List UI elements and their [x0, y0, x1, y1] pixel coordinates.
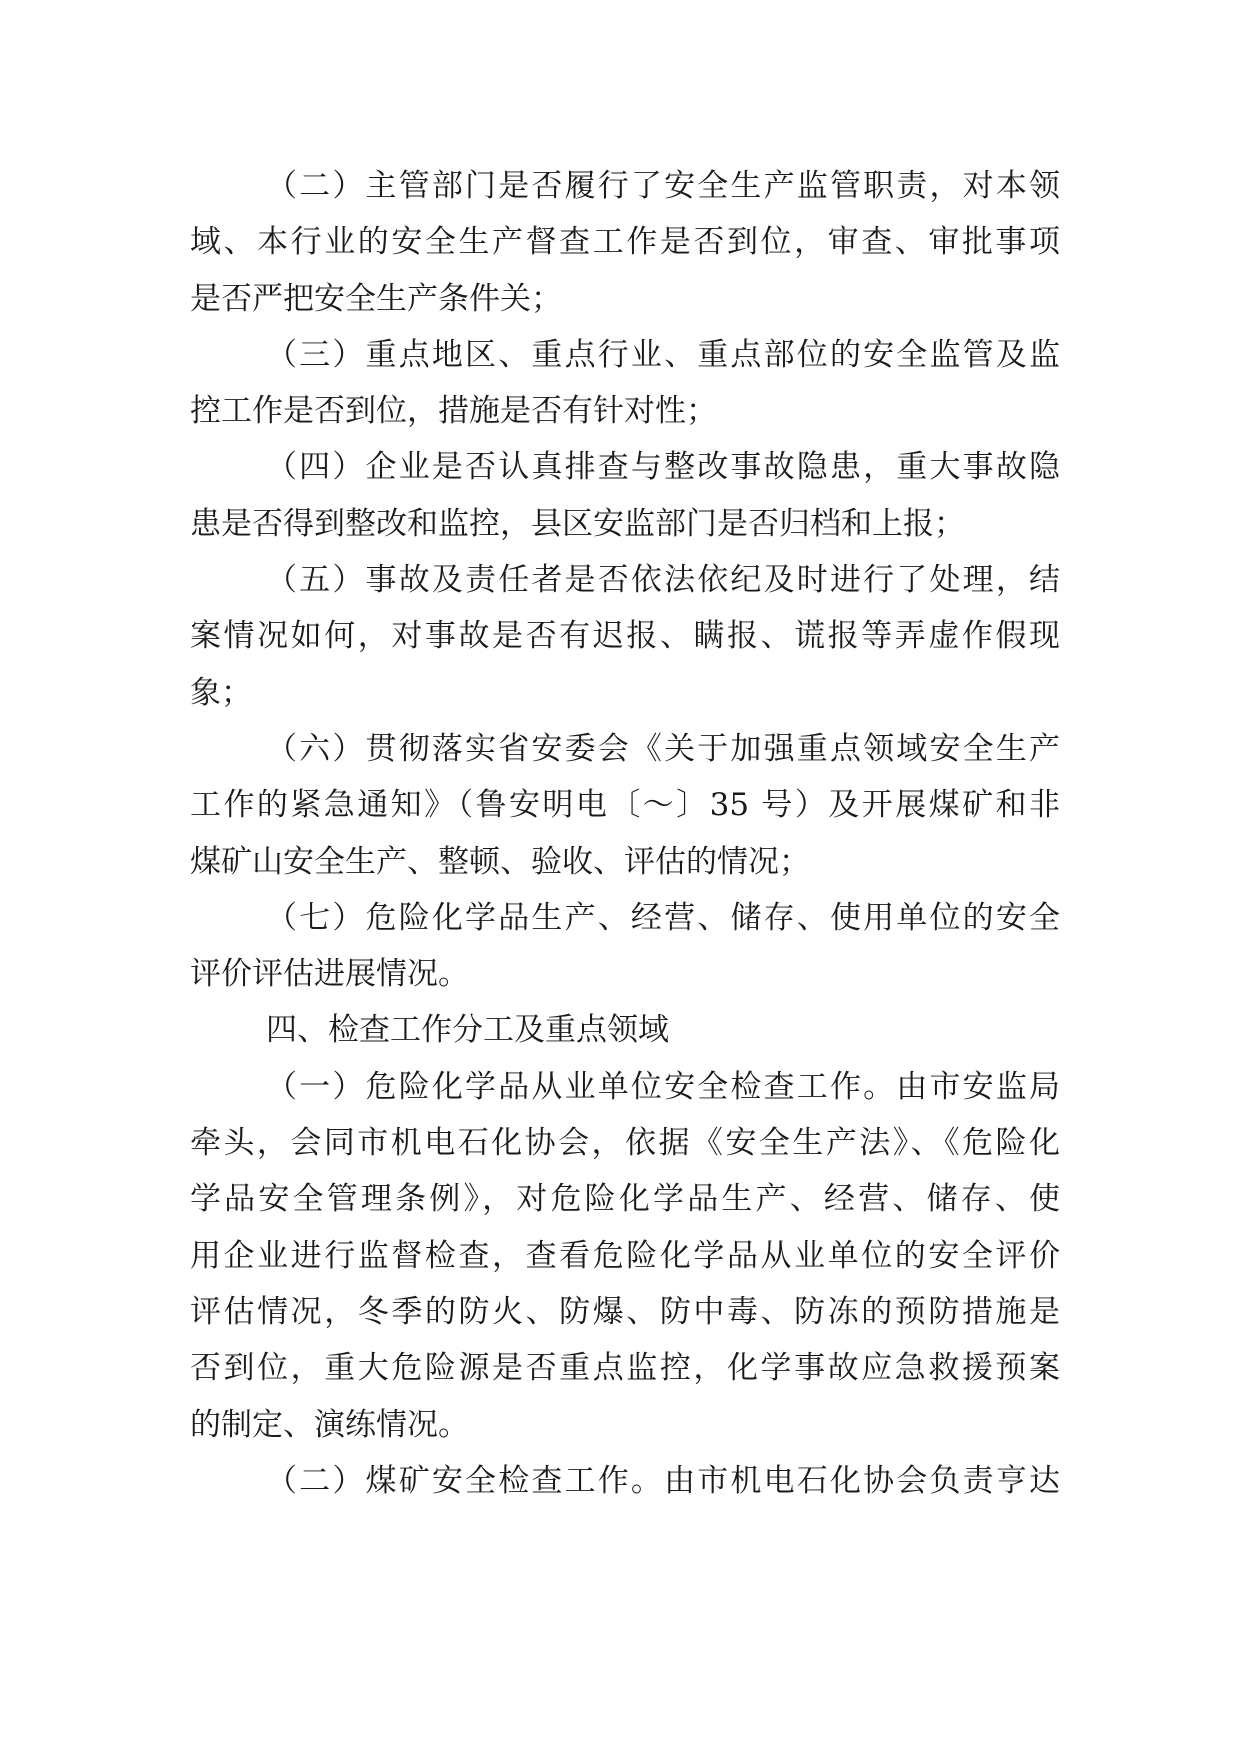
text-line: 的制定、演练情况。 — [190, 1406, 469, 1443]
text-line: 否到位，重大危险源是否重点监控，化学事故应急救援预案 — [190, 1350, 1060, 1387]
text-line: 患是否得到整改和监控，县区安监部门是否归档和上报； — [190, 505, 965, 542]
text-line: （二）主管部门是否履行了安全生产监管职责，对本领 — [266, 168, 1060, 204]
text-line: 用企业进行监督检查，查看危险化学品从业单位的安全评价 — [190, 1237, 1060, 1274]
text-line: （五）事故及责任者是否依法依纪及时进行了处理，结 — [266, 562, 1060, 599]
text-line: （四）企业是否认真排查与整改事故隐患，重大事故隐 — [266, 449, 1060, 486]
document-body — [190, 158, 1060, 1509]
text-line: 四、检查工作分工及重点领域 — [266, 1012, 669, 1049]
text-line: （一）危险化学品从业单位安全检查工作。由市安监局 — [266, 1068, 1060, 1105]
text-line: 案情况如何，对事故是否有迟报、瞒报、谎报等弄虚作假现 — [190, 618, 1060, 655]
text-line: 象； — [190, 674, 252, 711]
text-line: 域、本行业的安全生产督查工作是否到位，审查、审批事项 — [190, 224, 1060, 261]
text-line: （三）重点地区、重点行业、重点部位的安全监管及监 — [266, 336, 1060, 373]
text-line: 学品安全管理条例》，对危险化学品生产、经营、储存、使 — [190, 1181, 1060, 1218]
text-line: 煤矿山安全生产、整顿、验收、评估的情况； — [190, 843, 810, 880]
text-line: （七）危险化学品生产、经营、储存、使用单位的安全 — [266, 899, 1060, 936]
text-line: 工作的紧急通知》（鲁安明电〔～〕35 号）及开展煤矿和非 — [190, 787, 1060, 824]
text-line: 评价评估进展情况。 — [190, 956, 469, 993]
text-line: 控工作是否到位，措施是否有针对性； — [190, 393, 717, 430]
text-line: （二）煤矿安全检查工作。由市机电石化协会负责亨达 — [266, 1462, 1060, 1499]
text-line: 牵头，会同市机电石化协会，依据《安全生产法》、《危险化 — [190, 1125, 1060, 1162]
text-line: 评估情况，冬季的防火、防爆、防中毒、防冻的预防措施是 — [190, 1293, 1060, 1330]
text-line: 是否严把安全生产条件关； — [190, 280, 562, 317]
text-line: （六）贯彻落实省安委会《关于加强重点领域安全生产 — [266, 730, 1060, 767]
